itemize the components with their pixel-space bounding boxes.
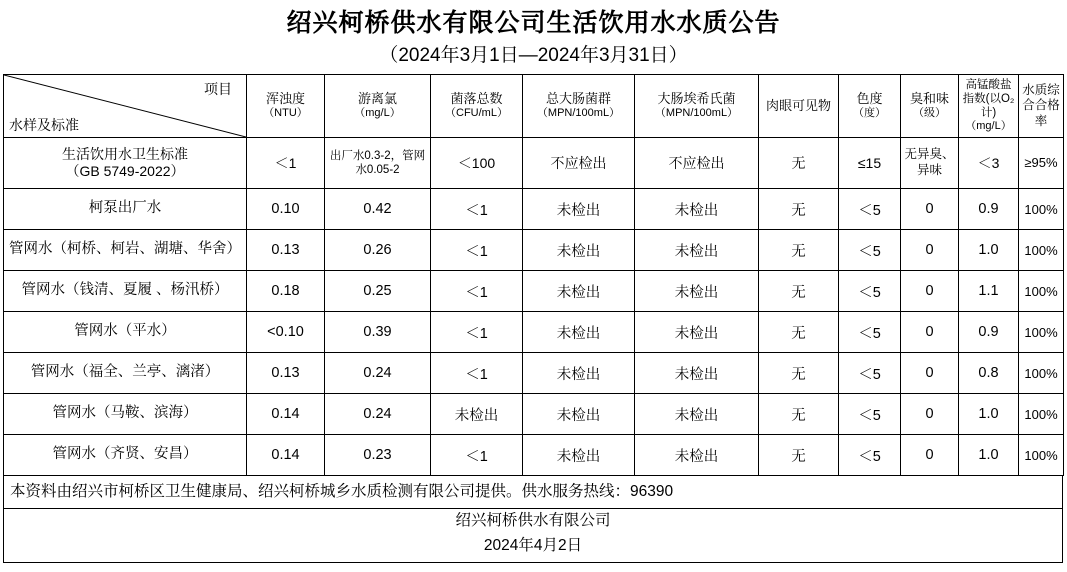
column-header-unit: （级） <box>913 107 946 120</box>
cell-permanganate-index: 1.0 <box>959 230 1019 271</box>
cell-permanganate-index: 0.9 <box>959 189 1019 230</box>
signature-block <box>3 509 1063 563</box>
corner-header-cell <box>4 75 247 138</box>
column-header-colony-count <box>431 75 523 138</box>
cell-total-coliform: 未检出 <box>523 394 635 435</box>
cell-colony-count: ＜1 <box>431 189 523 230</box>
cell-colony-count: ＜1 <box>431 230 523 271</box>
column-header-visible-matter <box>759 75 839 138</box>
cell-ecoli: 未检出 <box>635 230 759 271</box>
column-header-name: 臭和味 <box>909 91 949 107</box>
standard-value-colony-count: ＜100 <box>431 138 523 189</box>
cell-ecoli: 未检出 <box>635 435 759 476</box>
cell-total-coliform: 未检出 <box>523 271 635 312</box>
cell-chromaticity: ＜5 <box>839 435 901 476</box>
cell-permanganate-index: 0.9 <box>959 312 1019 353</box>
cell-pass-rate: 100% <box>1019 230 1064 271</box>
cell-visible-matter: 无 <box>759 312 839 353</box>
row-label: 柯泵出厂水 <box>4 189 247 230</box>
row-label: 管网水（钱清、夏履 、杨汛桥） <box>4 271 247 312</box>
standard-row <box>4 138 1064 189</box>
cell-ecoli: 未检出 <box>635 312 759 353</box>
cell-total-coliform: 未检出 <box>523 230 635 271</box>
column-header-turbidity <box>247 75 325 138</box>
cell-colony-count: 未检出 <box>431 394 523 435</box>
cell-odor-taste: 0 <box>901 394 959 435</box>
standard-value-total-coliform: 不应检出 <box>523 138 635 189</box>
cell-pass-rate: 100% <box>1019 312 1064 353</box>
col-axis-label: 项目 <box>204 81 232 98</box>
table-header-row <box>4 75 1064 138</box>
signature-company: 绍兴柯桥供水有限公司 <box>455 512 611 530</box>
standard-value-chromaticity: ≤15 <box>839 138 901 189</box>
cell-odor-taste: 0 <box>901 189 959 230</box>
cell-permanganate-index: 0.8 <box>959 353 1019 394</box>
cell-visible-matter: 无 <box>759 435 839 476</box>
cell-colony-count: ＜1 <box>431 435 523 476</box>
table-row <box>4 230 1064 271</box>
cell-pass-rate: 100% <box>1019 189 1064 230</box>
cell-visible-matter: 无 <box>759 230 839 271</box>
table-row <box>4 435 1064 476</box>
cell-odor-taste: 0 <box>901 353 959 394</box>
cell-odor-taste: 0 <box>901 312 959 353</box>
cell-pass-rate: 100% <box>1019 271 1064 312</box>
cell-odor-taste: 0 <box>901 230 959 271</box>
cell-chromaticity: ＜5 <box>839 394 901 435</box>
water-quality-bulletin <box>0 8 1067 572</box>
column-header-overall-pass-rate <box>1019 75 1064 138</box>
standard-value-pass-rate: ≥95% <box>1019 138 1064 189</box>
cell-free-chlorine: 0.26 <box>325 230 431 271</box>
cell-total-coliform: 未检出 <box>523 353 635 394</box>
cell-chromaticity: ＜5 <box>839 312 901 353</box>
table-row <box>4 394 1064 435</box>
column-header-name: 色度 <box>856 91 883 107</box>
page-subtitle: （2024年3月1日—2024年3月31日） <box>379 45 688 67</box>
standard-value-visible-matter: 无 <box>759 138 839 189</box>
cell-permanganate-index: 1.0 <box>959 435 1019 476</box>
column-header-name: 高锰酸盐指数(以O₂计) <box>962 79 1015 119</box>
standard-row-label <box>4 138 247 189</box>
cell-turbidity: 0.10 <box>247 189 325 230</box>
cell-turbidity: 0.13 <box>247 353 325 394</box>
cell-free-chlorine: 0.24 <box>325 353 431 394</box>
page-title: 绍兴柯桥供水有限公司生活饮用水水质公告 <box>286 9 781 37</box>
cell-ecoli: 未检出 <box>635 189 759 230</box>
column-header-total-coliform <box>523 75 635 138</box>
cell-total-coliform: 未检出 <box>523 312 635 353</box>
standard-name-line1: 生活饮用水卫生标准 <box>62 145 188 162</box>
cell-odor-taste: 0 <box>901 435 959 476</box>
table-row <box>4 189 1064 230</box>
cell-turbidity: 0.13 <box>247 230 325 271</box>
cell-ecoli: 未检出 <box>635 353 759 394</box>
column-header-name: 菌落总数 <box>450 91 503 107</box>
cell-colony-count: ＜1 <box>431 353 523 394</box>
column-header-odor-taste <box>901 75 959 138</box>
column-header-unit: （度） <box>853 107 886 120</box>
cell-permanganate-index: 1.1 <box>959 271 1019 312</box>
cell-visible-matter: 无 <box>759 189 839 230</box>
cell-colony-count: ＜1 <box>431 271 523 312</box>
column-header-name: 大肠埃希氏菌 <box>657 91 736 107</box>
cell-colony-count: ＜1 <box>431 312 523 353</box>
column-header-unit: （MPN/100mL） <box>536 107 621 120</box>
cell-chromaticity: ＜5 <box>839 230 901 271</box>
row-axis-label: 水样及标准 <box>9 116 79 133</box>
column-header-unit: （NTU） <box>263 107 308 120</box>
column-header-name: 肉眼可见物 <box>765 97 831 113</box>
column-header-ecoli <box>635 75 759 138</box>
cell-turbidity: 0.14 <box>247 394 325 435</box>
standard-value-ecoli: 不应检出 <box>635 138 759 189</box>
cell-total-coliform: 未检出 <box>523 435 635 476</box>
cell-chromaticity: ＜5 <box>839 353 901 394</box>
table-row <box>4 312 1064 353</box>
cell-total-coliform: 未检出 <box>523 189 635 230</box>
row-label: 管网水（平水） <box>4 312 247 353</box>
cell-pass-rate: 100% <box>1019 394 1064 435</box>
column-header-unit: （MPN/100mL） <box>654 107 739 120</box>
cell-free-chlorine: 0.24 <box>325 394 431 435</box>
column-header-chromaticity <box>839 75 901 138</box>
cell-permanganate-index: 1.0 <box>959 394 1019 435</box>
row-label: 管网水（齐贤、安昌） <box>4 435 247 476</box>
column-header-name: 游离氯 <box>357 91 397 107</box>
row-label: 管网水（柯桥、柯岩、湖塘、华舍） <box>4 230 247 271</box>
cell-free-chlorine: 0.25 <box>325 271 431 312</box>
signature-date: 2024年4月2日 <box>483 536 583 554</box>
cell-free-chlorine: 0.39 <box>325 312 431 353</box>
standard-name-line2: （GB 5749-2022） <box>65 163 185 180</box>
column-header-permanganate-index <box>959 75 1019 138</box>
table-row <box>4 353 1064 394</box>
cell-chromaticity: ＜5 <box>839 189 901 230</box>
row-label: 管网水（马鞍、滨海） <box>4 394 247 435</box>
column-header-unit: （mg/L） <box>354 107 401 120</box>
cell-chromaticity: ＜5 <box>839 271 901 312</box>
cell-turbidity: 0.14 <box>247 435 325 476</box>
cell-pass-rate: 100% <box>1019 435 1064 476</box>
cell-ecoli: 未检出 <box>635 271 759 312</box>
footer-note: 本资料由绍兴市柯桥区卫生健康局、绍兴柯桥城乡水质检测有限公司提供。供水服务热线：96390 <box>3 476 1063 509</box>
cell-visible-matter: 无 <box>759 271 839 312</box>
row-label: 管网水（福全、兰亭、漓渚） <box>4 353 247 394</box>
water-quality-table <box>3 74 1064 476</box>
standard-value-turbidity: ＜1 <box>247 138 325 189</box>
cell-ecoli: 未检出 <box>635 394 759 435</box>
cell-free-chlorine: 0.23 <box>325 435 431 476</box>
table-row <box>4 271 1064 312</box>
cell-pass-rate: 100% <box>1019 353 1064 394</box>
standard-value-permanganate-index: ＜3 <box>959 138 1019 189</box>
cell-turbidity: 0.18 <box>247 271 325 312</box>
cell-visible-matter: 无 <box>759 394 839 435</box>
cell-turbidity: <0.10 <box>247 312 325 353</box>
cell-visible-matter: 无 <box>759 353 839 394</box>
cell-odor-taste: 0 <box>901 271 959 312</box>
column-header-unit: （CFU/mL） <box>445 107 508 120</box>
column-header-free-chlorine <box>325 75 431 138</box>
standard-value-odor-taste: 无异臭、异味 <box>901 138 959 189</box>
cell-free-chlorine: 0.42 <box>325 189 431 230</box>
standard-value-free-chlorine: 出厂水0.3-2，管网水0.05-2 <box>325 138 431 189</box>
column-header-name: 总大肠菌群 <box>545 91 611 107</box>
column-header-name: 浑浊度 <box>265 91 305 107</box>
column-header-name: 水质综合合格率 <box>1022 82 1060 128</box>
column-header-unit: （mg/L） <box>965 120 1012 133</box>
